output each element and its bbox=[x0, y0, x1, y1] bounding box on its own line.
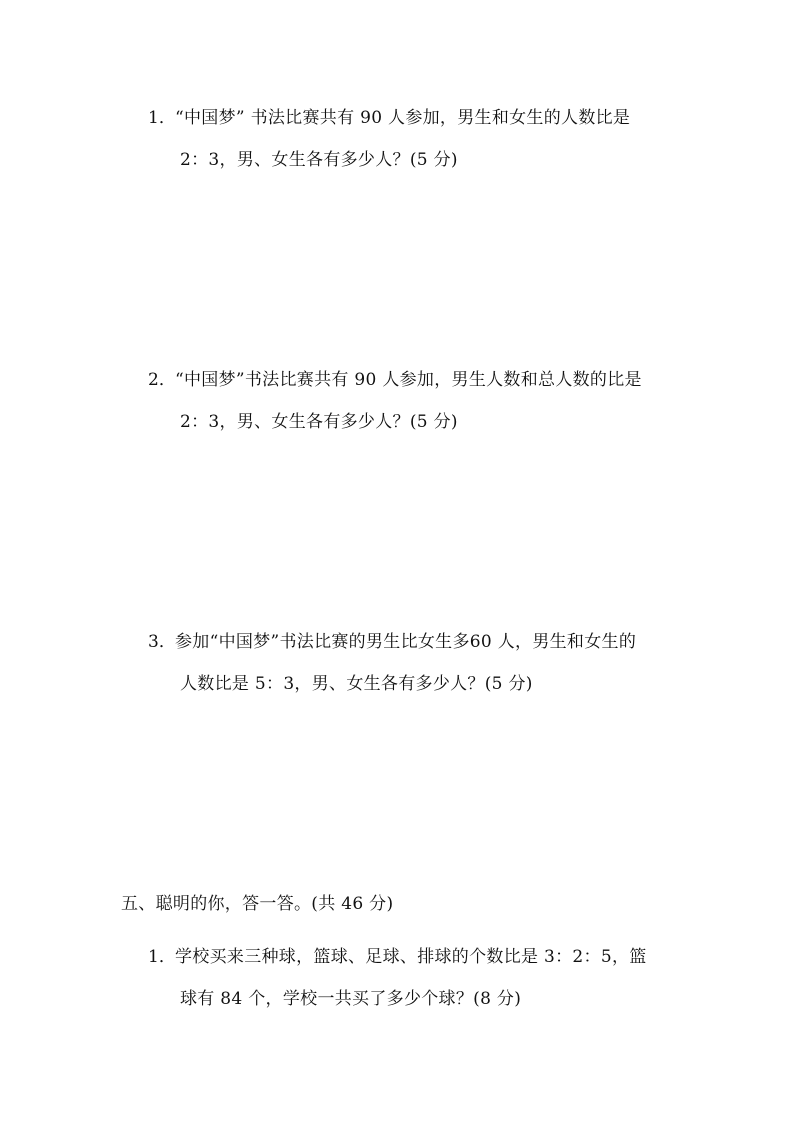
section-5-question-1-number: 1． bbox=[148, 947, 176, 967]
question-2-number: 2． bbox=[148, 370, 176, 390]
question-3-number: 3． bbox=[148, 632, 176, 652]
question-1-line-2: 2：3，男、女生各有多少人？(5 分) bbox=[180, 150, 458, 170]
question-2-line-2: 2：3，男、女生各有多少人？(5 分) bbox=[180, 412, 458, 432]
question-3-line-2: 人数比是 5：3，男、女生各有多少人？(5 分) bbox=[180, 674, 533, 694]
question-1-line-1: “中国梦” 书法比赛共有 90 人参加，男生和女生的人数比是 bbox=[175, 108, 631, 128]
question-2-line-1: “中国梦”书法比赛共有 90 人参加，男生人数和总人数的比是 bbox=[175, 370, 642, 390]
question-1-number: 1． bbox=[148, 108, 176, 128]
section-5-question-1-line-1: 学校买来三种球，篮球、足球、排球的个数比是 3：2：5，篮 bbox=[175, 947, 647, 967]
question-3-line-1: 参加“中国梦”书法比赛的男生比女生多60 人，男生和女生的 bbox=[175, 632, 637, 652]
section-5-question-1-line-2: 球有 84 个，学校一共买了多少个球？(8 分) bbox=[180, 989, 522, 1009]
section-5-heading: 五、聪明的你，答一答。(共 46 分) bbox=[121, 894, 394, 914]
